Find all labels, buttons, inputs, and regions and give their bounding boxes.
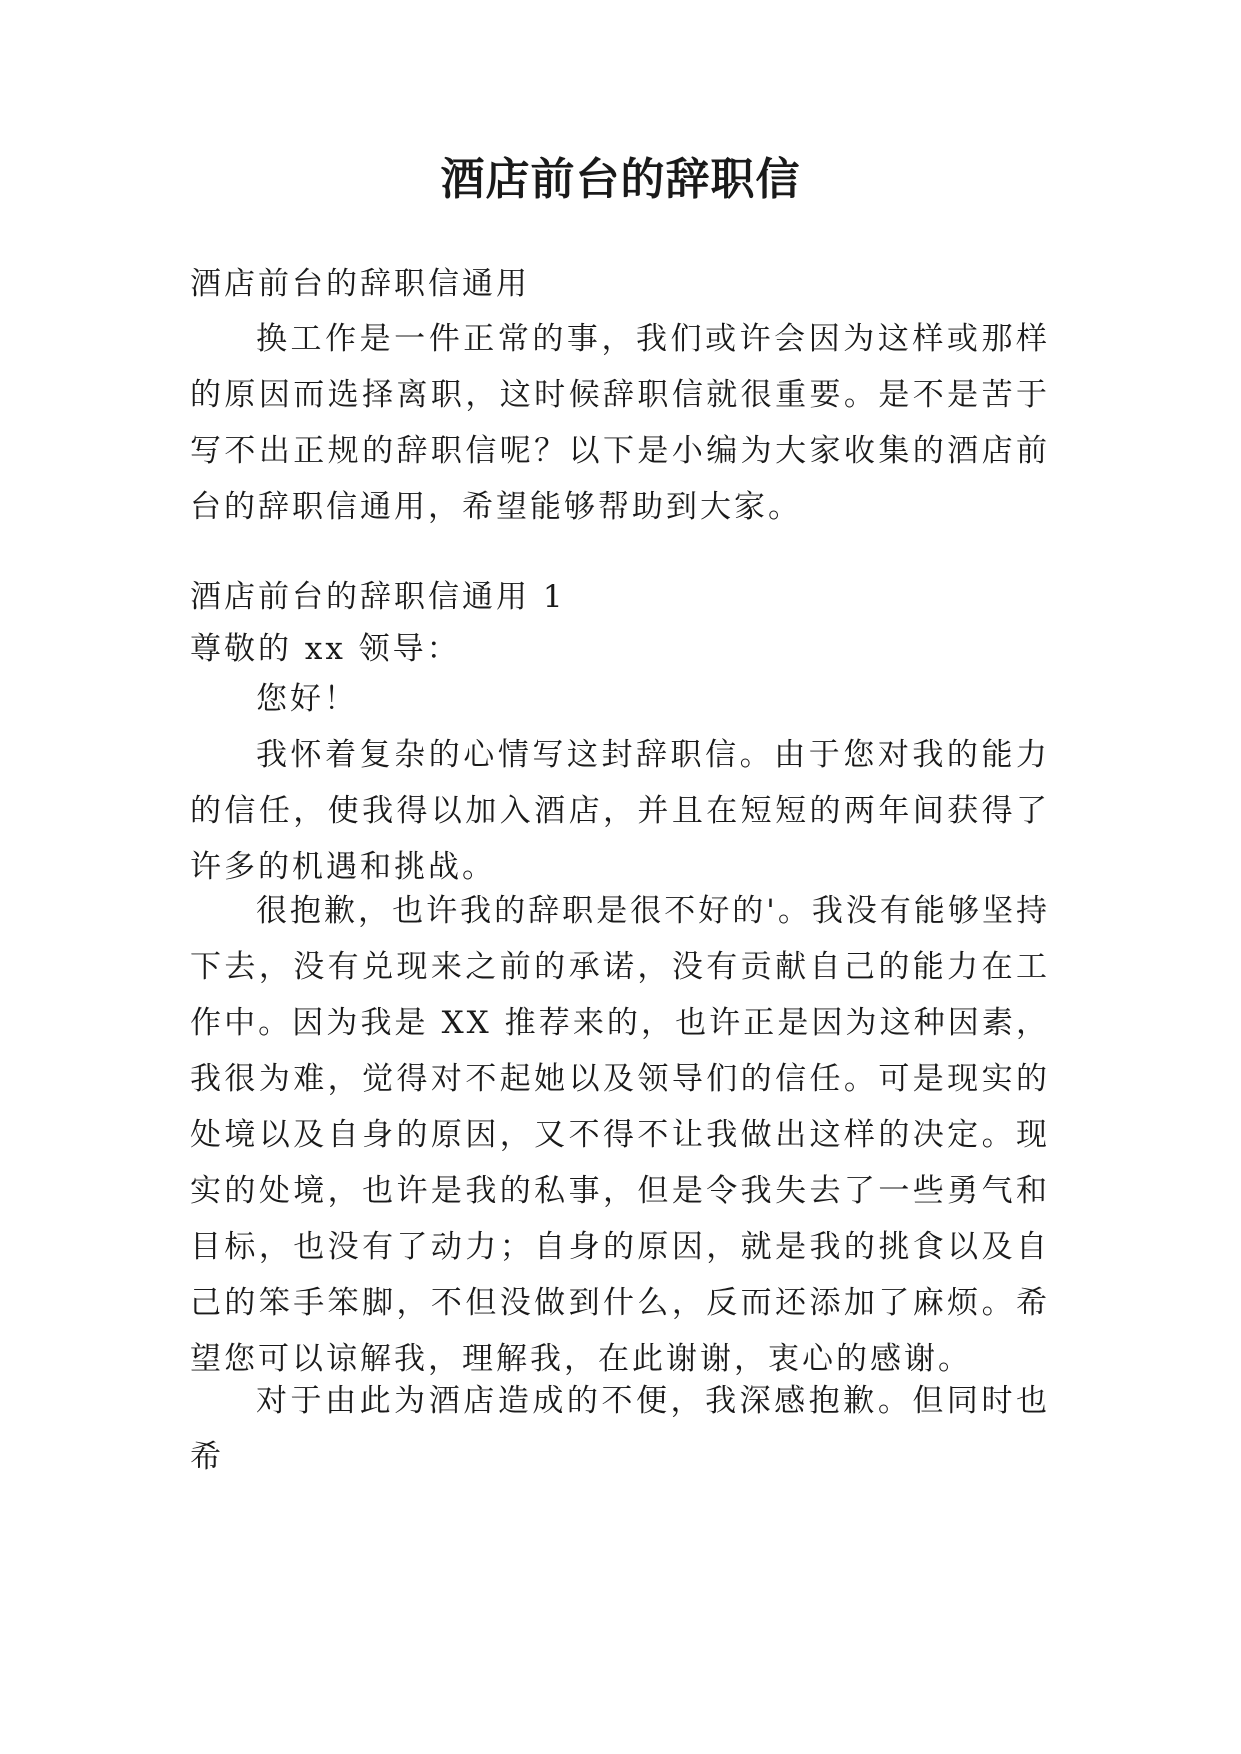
salutation: 尊敬的 xx 领导： (190, 631, 461, 667)
document-title: 酒店前台的辞职信 (440, 154, 801, 205)
body-paragraph-2: 很抱歉，也许我的辞职是很不好的'。我没有能够坚持下去，没有兑现来之前的承诺，没有贡献自己的能力在工作中。因为我是 XX 推荐来的，也许正是因为这种因素，我很为难，觉得对不起她以及领导们的信任。可是现实的处境以及自身的原因，又不得不让我做出这样的决定。现实的处境，也许是我的私事，但是令我失去了一些勇气和目标，也没有了动力；自身的原因，就是我的挑食以及自己的笨手笨脚，不但没做到什么，反而还添加了麻烦。希望您可以谅解我，理解我，在此谢谢，衷心的感谢。 (190, 893, 1050, 1377)
body-paragraph-3: 对于由此为酒店造成的不便，我深感抱歉。但同时也希 (190, 1383, 1050, 1475)
intro-paragraph: 换工作是一件正常的事，我们或许会因为这样或那样的原因而选择离职，这时候辞职信就很重要。是不是苦于写不出正规的辞职信呢？以下是小编为大家收集的酒店前台的辞职信通用，希望能够帮助到大家。 (190, 321, 1050, 525)
subtitle: 酒店前台的辞职信通用 (190, 266, 530, 302)
body-paragraph-1: 我怀着复杂的心情写这封辞职信。由于您对我的能力的信任，使我得以加入酒店，并且在短短的两年间获得了许多的机遇和挑战。 (190, 737, 1050, 885)
section-heading: 酒店前台的辞职信通用 1 (190, 579, 566, 615)
greeting: 您好！ (256, 681, 358, 717)
